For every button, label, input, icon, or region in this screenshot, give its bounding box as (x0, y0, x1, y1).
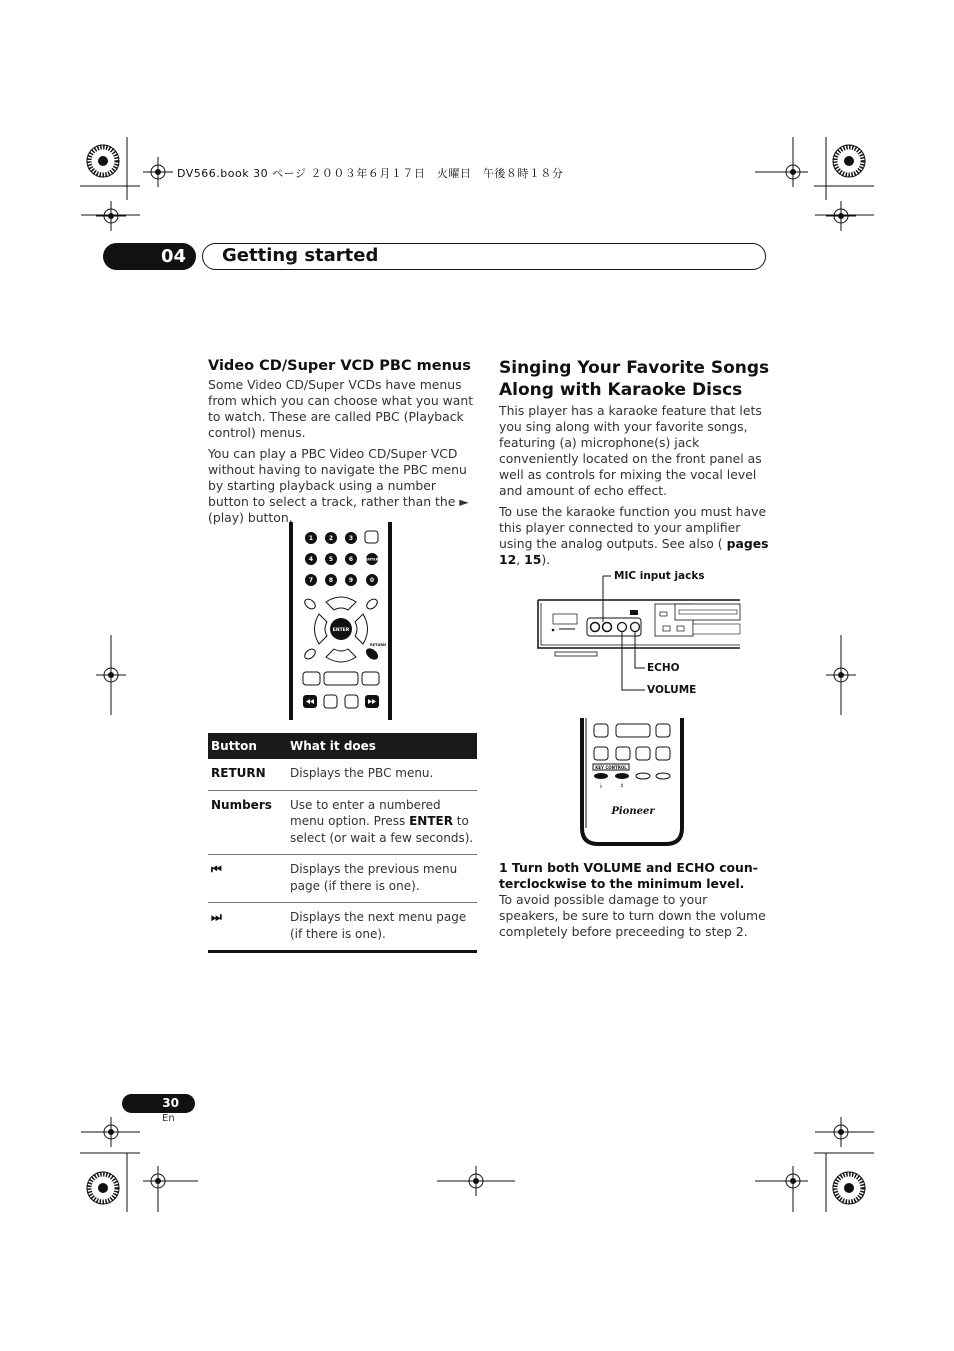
key-enter-small: ENTER (365, 557, 379, 562)
key-2: 2 (328, 535, 334, 542)
return-label: RETURN (370, 643, 386, 647)
karaoke-paragraph-1: This player has a karaoke feature that lets you sing along with your favorite songs, featuring (a) microphone(s) jack conveniently located on the front panel as well as controls for mixing the vocal level and amount of echo effect. (499, 403, 762, 498)
table-header-what: What it does (287, 733, 477, 759)
row-button-previous: ⏮ (208, 855, 287, 903)
section-heading-karaoke: Singing Your Favorite Songs Along with Karaoke Discs (499, 358, 770, 400)
chapter-title: Getting started (202, 243, 766, 270)
table-row (208, 855, 477, 903)
key-5: 5 (328, 556, 334, 563)
remote-key-control-illustration (578, 716, 686, 848)
language-code: En (162, 1113, 175, 1124)
row-desc-next: Displays the next menu page (if there is one). (287, 903, 477, 952)
pbc-paragraph-2: You can play a PBC Video CD/Super VCD without having to navigate the PBC menu by starting playback using a number button to select a track, rather than the ► (play) button. (208, 446, 469, 525)
row-desc-numbers: Use to enter a numbered menu option. Press ENTER to select (or wait a few seconds). (287, 790, 477, 855)
page-number: 30 (122, 1094, 195, 1113)
mic-input-jacks-label: MIC input jacks (614, 570, 705, 582)
pbc-paragraph-1: Some Video CD/Super VCDs have menus from which you can choose what you want to watch. These are called PBC (Playback control) menus. (208, 377, 474, 440)
pioneer-logo: Pioneer (611, 806, 655, 817)
key-6: 6 (348, 556, 354, 563)
key-8: 8 (328, 577, 334, 584)
step-1-title: 1 Turn both VOLUME and ECHO coun-terclockwise to the minimum level. (499, 860, 758, 891)
row-desc-previous: Displays the previous menu page (if there is one). (287, 855, 477, 903)
row-button-return: RETURN (208, 759, 287, 790)
key-control-label: KEY CONTROL (595, 765, 627, 770)
key-3: 3 (348, 535, 354, 542)
karaoke-paragraph-2: To use the karaoke function you must have this player connected to your amplifier using the analog outputs. See also ( pages 12, 15). (499, 504, 769, 567)
key-7: 7 (308, 577, 314, 584)
row-button-numbers: Numbers (208, 790, 287, 855)
volume-label: VOLUME (647, 684, 697, 696)
table-row (208, 903, 477, 952)
echo-label: ECHO (647, 662, 680, 674)
row-desc-return: Displays the PBC menu. (287, 759, 477, 790)
key-4: 4 (308, 556, 314, 563)
step-1-body: To avoid possible damage to your speakers, be sure to turn down the volume completely before preceeding to step 2. (499, 892, 766, 939)
player-front-panel-illustration (535, 568, 745, 698)
pbc-button-table (208, 733, 477, 953)
table-row (208, 790, 477, 855)
key-9: 9 (348, 577, 354, 584)
table-row (208, 759, 477, 790)
print-file-line: DV566.book 30 ページ ２００３年６月１７日 火曜日 午後８時１８分 (177, 167, 564, 180)
key-0: 0 (369, 577, 375, 584)
chapter-number: 04 (103, 243, 196, 270)
table-header-button: Button (208, 733, 287, 759)
enter-button-label: ENTER (332, 628, 350, 633)
remote-control-illustration (288, 522, 394, 722)
section-heading-pbc: Video CD/Super VCD PBC menus (208, 358, 471, 374)
sharp-icon: ♯ (620, 782, 624, 790)
row-button-next: ⏭ (208, 903, 287, 952)
key-1: 1 (308, 535, 314, 542)
flat-icon: ♭ (599, 782, 603, 790)
